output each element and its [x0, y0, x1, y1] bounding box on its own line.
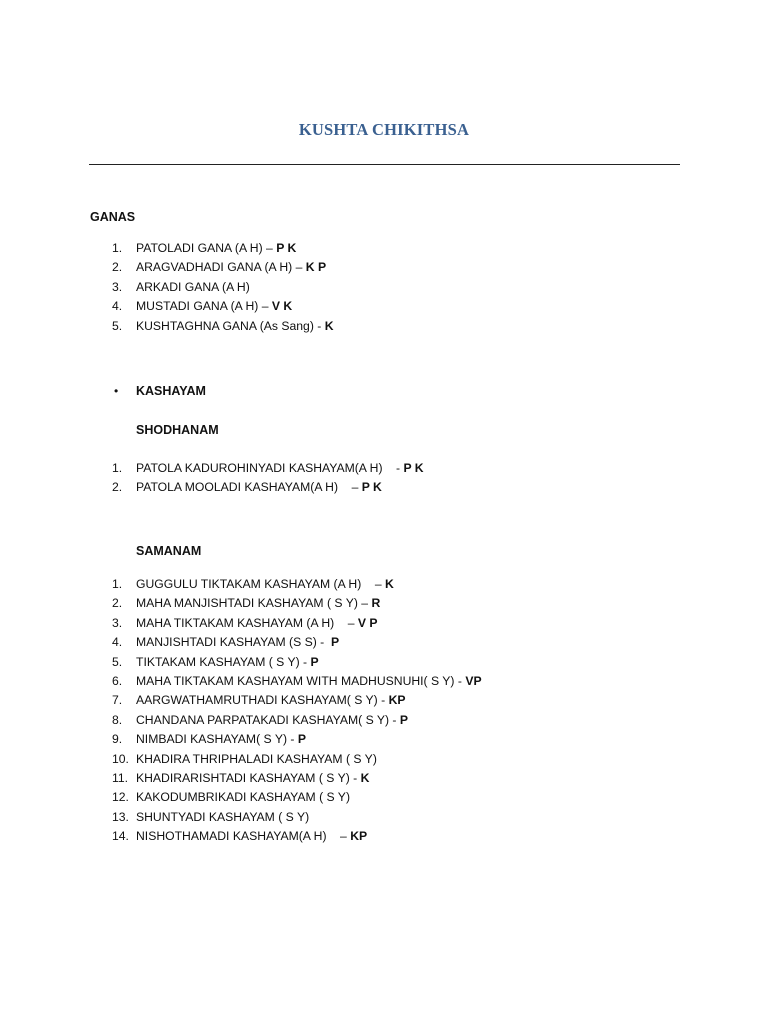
list-item-number: 5.	[112, 318, 123, 333]
list-item-label: KHADIRARISHTADI KASHAYAM ( S Y) -	[136, 770, 361, 785]
shodhanam-heading: SHODHANAM	[136, 423, 219, 437]
list-item-number: 2.	[112, 596, 123, 611]
list-item-label: KHADIRA THRIPHALADI KASHAYAM ( S Y)	[136, 751, 377, 766]
list-item-text	[136, 672, 482, 691]
list-item-number: 4.	[112, 635, 123, 650]
list-item-label: MANJISHTADI KASHAYAM (S S) -	[136, 635, 332, 650]
list-item-number: 5.	[112, 654, 123, 669]
dosha-code: P K	[403, 461, 424, 475]
list-item-text	[136, 827, 367, 846]
list-item-number: 1.	[112, 577, 123, 591]
list-item-label: CHANDANA PARPATAKADI KASHAYAM( S Y) -	[136, 712, 400, 727]
document-title: KUSHTA CHIKITHSA	[298, 120, 470, 139]
list-item-number: 3.	[112, 615, 123, 630]
list-item-number: 2.	[112, 260, 123, 275]
list-item-label: KUSHTAGHNA GANA (As Sang) -	[136, 318, 325, 333]
list-item-number: 1.	[112, 241, 123, 255]
dosha-code: KP	[350, 829, 368, 844]
list-item-number: 2.	[112, 480, 123, 495]
list-item-label: ARKADI GANA (A H)	[136, 279, 250, 294]
list-item-label: MAHA MANJISHTADI KASHAYAM ( S Y) –	[136, 596, 372, 611]
list-item-label: SHUNTYADI KASHAYAM ( S Y)	[136, 809, 310, 824]
list-item-label: ARAGVADHADI GANA (A H) –	[136, 260, 306, 275]
dosha-code: R	[371, 596, 381, 611]
list-item-text	[136, 808, 309, 827]
samanam-heading: SAMANAM	[136, 544, 202, 558]
list-item-text	[136, 711, 408, 730]
list-item-text	[136, 575, 394, 594]
dosha-code: V K	[271, 299, 293, 314]
list-item-text	[136, 788, 350, 807]
list-item-text	[136, 258, 326, 277]
list-item-number: 13.	[112, 809, 129, 824]
ganas-heading: GANAS	[90, 210, 136, 224]
dosha-code: P	[310, 654, 319, 669]
list-item-text	[136, 691, 406, 710]
dosha-code: P K	[276, 241, 297, 255]
dosha-code: VP	[465, 673, 482, 688]
list-item-text	[136, 297, 292, 316]
list-item-label: PATOLA KADUROHINYADI KASHAYAM(A H) -	[136, 461, 404, 475]
list-item-text	[136, 730, 306, 749]
list-item-text	[136, 459, 424, 478]
dosha-code: K	[360, 770, 370, 785]
list-item-number: 14.	[112, 829, 129, 844]
list-item-text	[136, 614, 378, 633]
list-item-label: GUGGULU TIKTAKAM KASHAYAM (A H) –	[136, 577, 385, 591]
dosha-code: K	[384, 577, 394, 591]
list-item-number: 10.	[112, 751, 129, 766]
title-divider	[89, 164, 680, 165]
list-item-number: 12.	[112, 790, 129, 805]
list-item-label: NIMBADI KASHAYAM( S Y) -	[136, 732, 298, 747]
list-item-number: 11.	[112, 770, 129, 785]
list-item-label: MAHA TIKTAKAM KASHAYAM WITH MADHUSNUHI( S Y) -	[136, 673, 466, 688]
list-item-label: AARGWATHAMRUTHADI KASHAYAM( S Y) -	[136, 693, 389, 708]
list-item-label: NISHOTHAMADI KASHAYAM(A H) –	[136, 829, 351, 844]
list-item-text	[136, 239, 296, 258]
list-item-number: 7.	[112, 693, 123, 708]
dosha-code: KP	[388, 693, 406, 708]
list-item-number: 1.	[112, 461, 123, 475]
list-item-text	[136, 594, 380, 613]
list-item-text	[136, 633, 339, 652]
bullet-icon: •	[114, 384, 119, 398]
dosha-code: P	[399, 712, 409, 727]
list-item-number: 6.	[112, 673, 123, 688]
dosha-code: P	[331, 635, 340, 650]
list-item-text	[136, 478, 382, 497]
list-item-label: TIKTAKAM KASHAYAM ( S Y) -	[136, 654, 311, 669]
list-item-number: 3.	[112, 279, 123, 294]
list-item-label: PATOLADI GANA (A H) –	[136, 241, 277, 255]
list-item-label: MAHA TIKTAKAM KASHAYAM (A H) –	[136, 615, 358, 630]
dosha-code: K	[324, 318, 334, 333]
list-item-number: 9.	[112, 732, 123, 747]
list-item-label: KAKODUMBRIKADI KASHAYAM ( S Y)	[136, 790, 350, 805]
list-item-text	[136, 750, 377, 769]
list-item-text	[136, 769, 369, 788]
list-item-text	[136, 317, 334, 336]
list-item-number: 8.	[112, 712, 123, 727]
dosha-code: K P	[305, 260, 327, 275]
list-item-text	[136, 653, 319, 672]
kashayam-heading: KASHAYAM	[136, 384, 206, 398]
list-item-number: 4.	[112, 299, 123, 314]
dosha-code: V P	[357, 615, 378, 630]
list-item-label: PATOLA MOOLADI KASHAYAM(A H) –	[136, 480, 362, 495]
dosha-code: P	[297, 732, 306, 747]
list-item-label: MUSTADI GANA (A H) –	[136, 299, 272, 314]
list-item-text	[136, 278, 250, 297]
dosha-code: P K	[361, 480, 382, 495]
